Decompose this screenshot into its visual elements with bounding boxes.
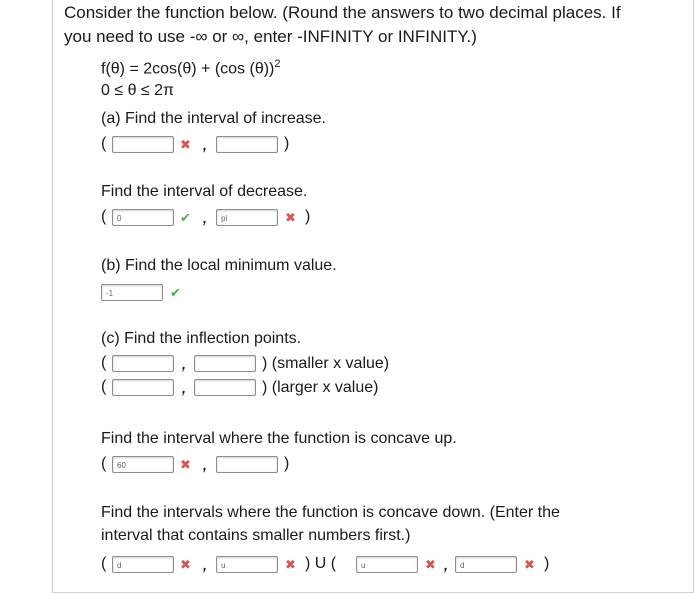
open-paren: ( bbox=[101, 208, 107, 225]
comma: , bbox=[203, 557, 207, 573]
union-symbol: ) U ( bbox=[305, 555, 337, 572]
concave-down-2-start-input[interactable]: u bbox=[356, 556, 418, 573]
open-paren: ( bbox=[101, 354, 107, 371]
open-paren: ( bbox=[101, 135, 107, 152]
open-paren: ( bbox=[101, 378, 107, 395]
close-paren: ) bbox=[305, 208, 311, 225]
wrong-icon: ✖ bbox=[285, 557, 296, 572]
increase-end-input[interactable] bbox=[216, 136, 278, 153]
instructions bbox=[64, 1, 674, 49]
comma: , bbox=[203, 457, 207, 473]
comma: , bbox=[203, 137, 207, 153]
concave-down-1-end-input[interactable]: u bbox=[216, 556, 278, 573]
inflection-1-y-input[interactable] bbox=[194, 355, 256, 372]
inflection-prompt: (c) Find the inflection points. bbox=[101, 330, 302, 347]
concave-up-end-input[interactable] bbox=[216, 456, 278, 473]
correct-icon: ✔ bbox=[180, 210, 191, 225]
concave-down-prompt-line-2: interval that contains smaller numbers first.) bbox=[101, 527, 411, 544]
wrong-icon: ✖ bbox=[285, 210, 296, 225]
function-exponent: 2 bbox=[274, 58, 281, 70]
wrong-icon: ✖ bbox=[180, 457, 191, 472]
local-min-prompt: (b) Find the local minimum value. bbox=[101, 257, 337, 274]
wrong-icon: ✖ bbox=[425, 557, 436, 572]
increase-start-input[interactable] bbox=[112, 136, 174, 153]
comma: , bbox=[182, 356, 186, 372]
function-definition bbox=[101, 58, 281, 78]
open-paren: ( bbox=[101, 455, 107, 472]
larger-x-label: ) (larger x value) bbox=[262, 379, 379, 396]
concave-up-start-input[interactable]: 60 bbox=[112, 456, 174, 473]
function-expression: f(θ) = 2cos(θ) + (cos (θ)) bbox=[101, 60, 275, 78]
comma: , bbox=[444, 557, 448, 573]
concave-down-2-end-input[interactable]: d bbox=[455, 556, 517, 573]
decrease-start-input[interactable]: 0 bbox=[112, 209, 174, 226]
concave-down-prompt-line-1: Find the intervals where the function is concave down. (Enter the bbox=[101, 504, 560, 521]
wrong-icon: ✖ bbox=[180, 557, 191, 572]
inflection-1-x-input[interactable] bbox=[112, 355, 174, 372]
comma: , bbox=[203, 210, 207, 226]
concave-down-1-start-input[interactable]: d bbox=[112, 556, 174, 573]
increase-prompt: (a) Find the interval of increase. bbox=[101, 110, 326, 127]
instructions-line-2: you need to use -∞ or ∞, enter -INFINITY or INFINITY.) bbox=[64, 27, 477, 46]
close-paren: ) bbox=[544, 555, 550, 572]
close-paren: ) bbox=[284, 455, 290, 472]
smaller-x-label: ) (smaller x value) bbox=[262, 355, 390, 372]
decrease-prompt: Find the interval of decrease. bbox=[101, 183, 308, 200]
comma: , bbox=[182, 380, 186, 396]
function-domain: 0 ≤ θ ≤ 2π bbox=[101, 82, 175, 99]
inflection-2-x-input[interactable] bbox=[112, 379, 174, 396]
decrease-end-input[interactable]: pi bbox=[216, 209, 278, 226]
correct-icon: ✔ bbox=[170, 285, 181, 300]
concave-up-prompt: Find the interval where the function is concave up. bbox=[101, 430, 457, 447]
open-paren: ( bbox=[101, 555, 107, 572]
wrong-icon: ✖ bbox=[524, 557, 535, 572]
close-paren: ) bbox=[284, 135, 290, 152]
wrong-icon: ✖ bbox=[180, 137, 191, 152]
instructions-line-1: Consider the function below. (Round the answers to two decimal places. If bbox=[64, 3, 621, 22]
inflection-2-y-input[interactable] bbox=[194, 379, 256, 396]
local-min-input[interactable]: -1 bbox=[101, 284, 163, 301]
